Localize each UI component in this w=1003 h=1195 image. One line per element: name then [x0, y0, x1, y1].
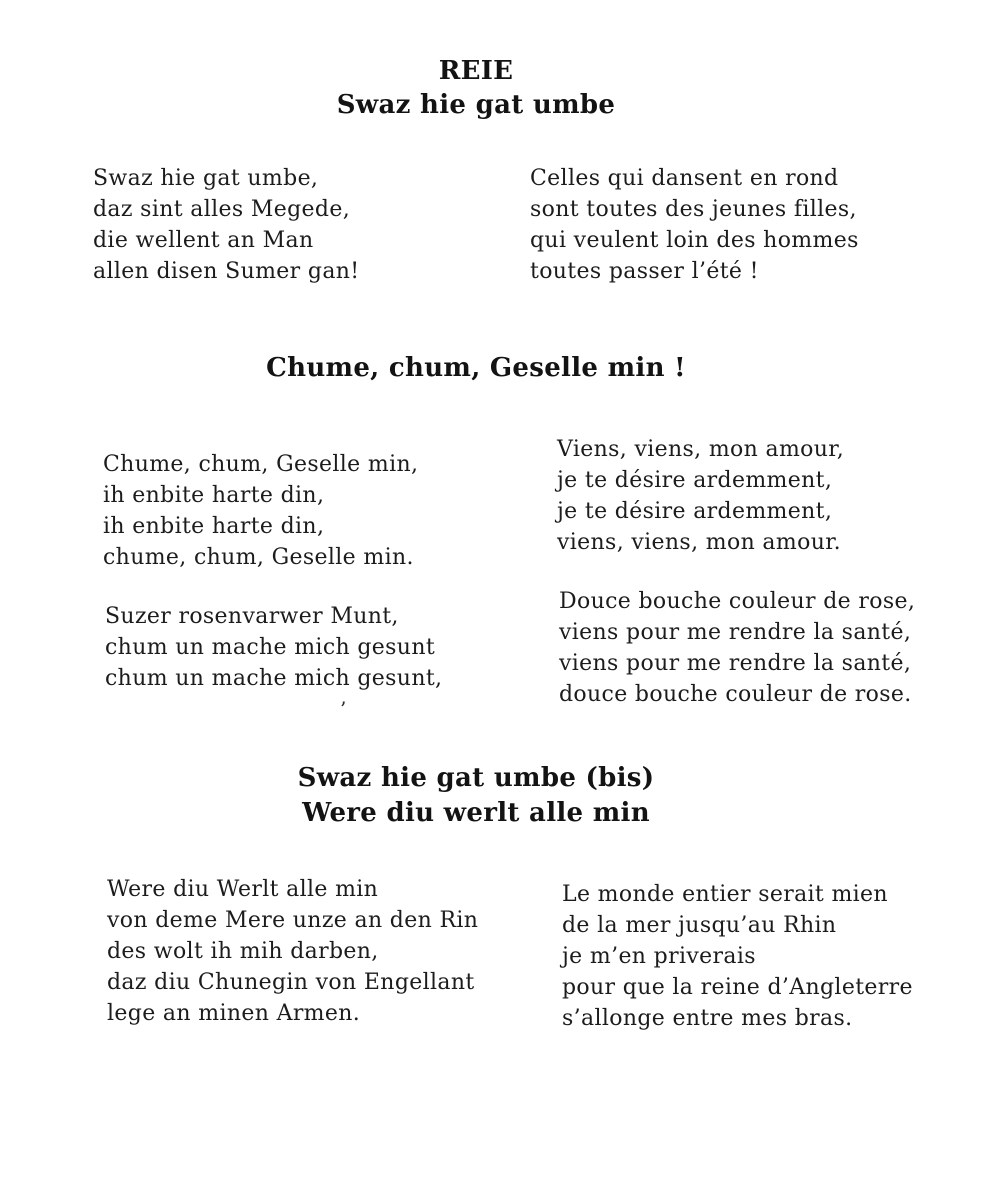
poem-line: douce bouche couleur de rose.	[559, 682, 912, 707]
poem-line: je te désire ardemment,	[557, 468, 833, 493]
poem-line: allen disen Sumer gan!	[93, 259, 360, 284]
poem-line: Were diu Werlt alle min	[107, 877, 379, 902]
stray-mark: ’	[340, 697, 347, 721]
poem-line: chum un mache mich gesunt,	[105, 666, 443, 691]
stanza-werlt-french	[562, 879, 913, 1034]
poem-line: Suzer rosenvarwer Munt,	[105, 604, 399, 629]
poem-line: Viens, viens, mon amour,	[557, 437, 845, 462]
poem-line: viens pour me rendre la santé,	[559, 620, 912, 645]
poem-line: je te désire ardemment,	[557, 499, 833, 524]
poem-line: chume, chum, Geselle min.	[103, 545, 414, 570]
stanza-werlt-german	[107, 874, 478, 1029]
poem-line: die wellent an Man	[93, 228, 314, 253]
poem-line: des wolt ih mih darben,	[107, 939, 379, 964]
poem-line: qui veulent loin des hommes	[530, 228, 859, 253]
poem-line: je m’en priverais	[562, 944, 756, 969]
heading-line: Swaz hie gat umbe (bis)	[297, 763, 655, 793]
poem-line: ih enbite harte din,	[103, 514, 325, 539]
poem-line: daz diu Chunegin von Engellant	[107, 970, 475, 995]
poem-line: toutes passer l’été !	[530, 259, 759, 284]
heading-line: REIE	[438, 56, 514, 86]
stanza-chume-german-1	[103, 449, 418, 573]
poem-line: chum un mache mich gesunt	[105, 635, 436, 660]
heading-line: Swaz hie gat umbe	[336, 90, 616, 120]
heading-were-diu-werlt	[0, 761, 952, 831]
stanza-swaz-french	[530, 163, 859, 287]
poem-line: Chume, chum, Geselle min,	[103, 452, 419, 477]
poem-line: sont toutes des jeunes filles,	[530, 197, 857, 222]
stanza-swaz-german	[93, 163, 360, 287]
stanza-chume-german-2	[105, 601, 442, 694]
stanza-chume-french-2	[559, 586, 915, 710]
poem-line: pour que la reine d’Angleterre	[562, 975, 913, 1000]
poem-line: Douce bouche couleur de rose,	[559, 589, 916, 614]
heading-reie	[0, 54, 952, 122]
heading-chume	[0, 351, 952, 385]
poem-line: viens pour me rendre la santé,	[559, 651, 912, 676]
poem-line: daz sint alles Megede,	[93, 197, 351, 222]
stanza-chume-french-1	[557, 434, 844, 558]
poem-line: Le monde entier serait mien	[562, 882, 888, 907]
heading-line: Were diu werlt alle min	[302, 798, 650, 828]
poem-line: Celles qui dansent en rond	[530, 166, 839, 191]
poem-line: Swaz hie gat umbe,	[93, 166, 319, 191]
poem-line: lege an minen Armen.	[107, 1001, 361, 1026]
poem-line: de la mer jusqu’au Rhin	[562, 913, 837, 938]
heading-line: Chume, chum, Geselle min !	[266, 353, 686, 383]
poem-line: viens, viens, mon amour.	[557, 530, 842, 555]
poem-line: von deme Mere unze an den Rin	[107, 908, 479, 933]
poem-line: s’allonge entre mes bras.	[562, 1006, 853, 1031]
poem-line: ih enbite harte din,	[103, 483, 325, 508]
